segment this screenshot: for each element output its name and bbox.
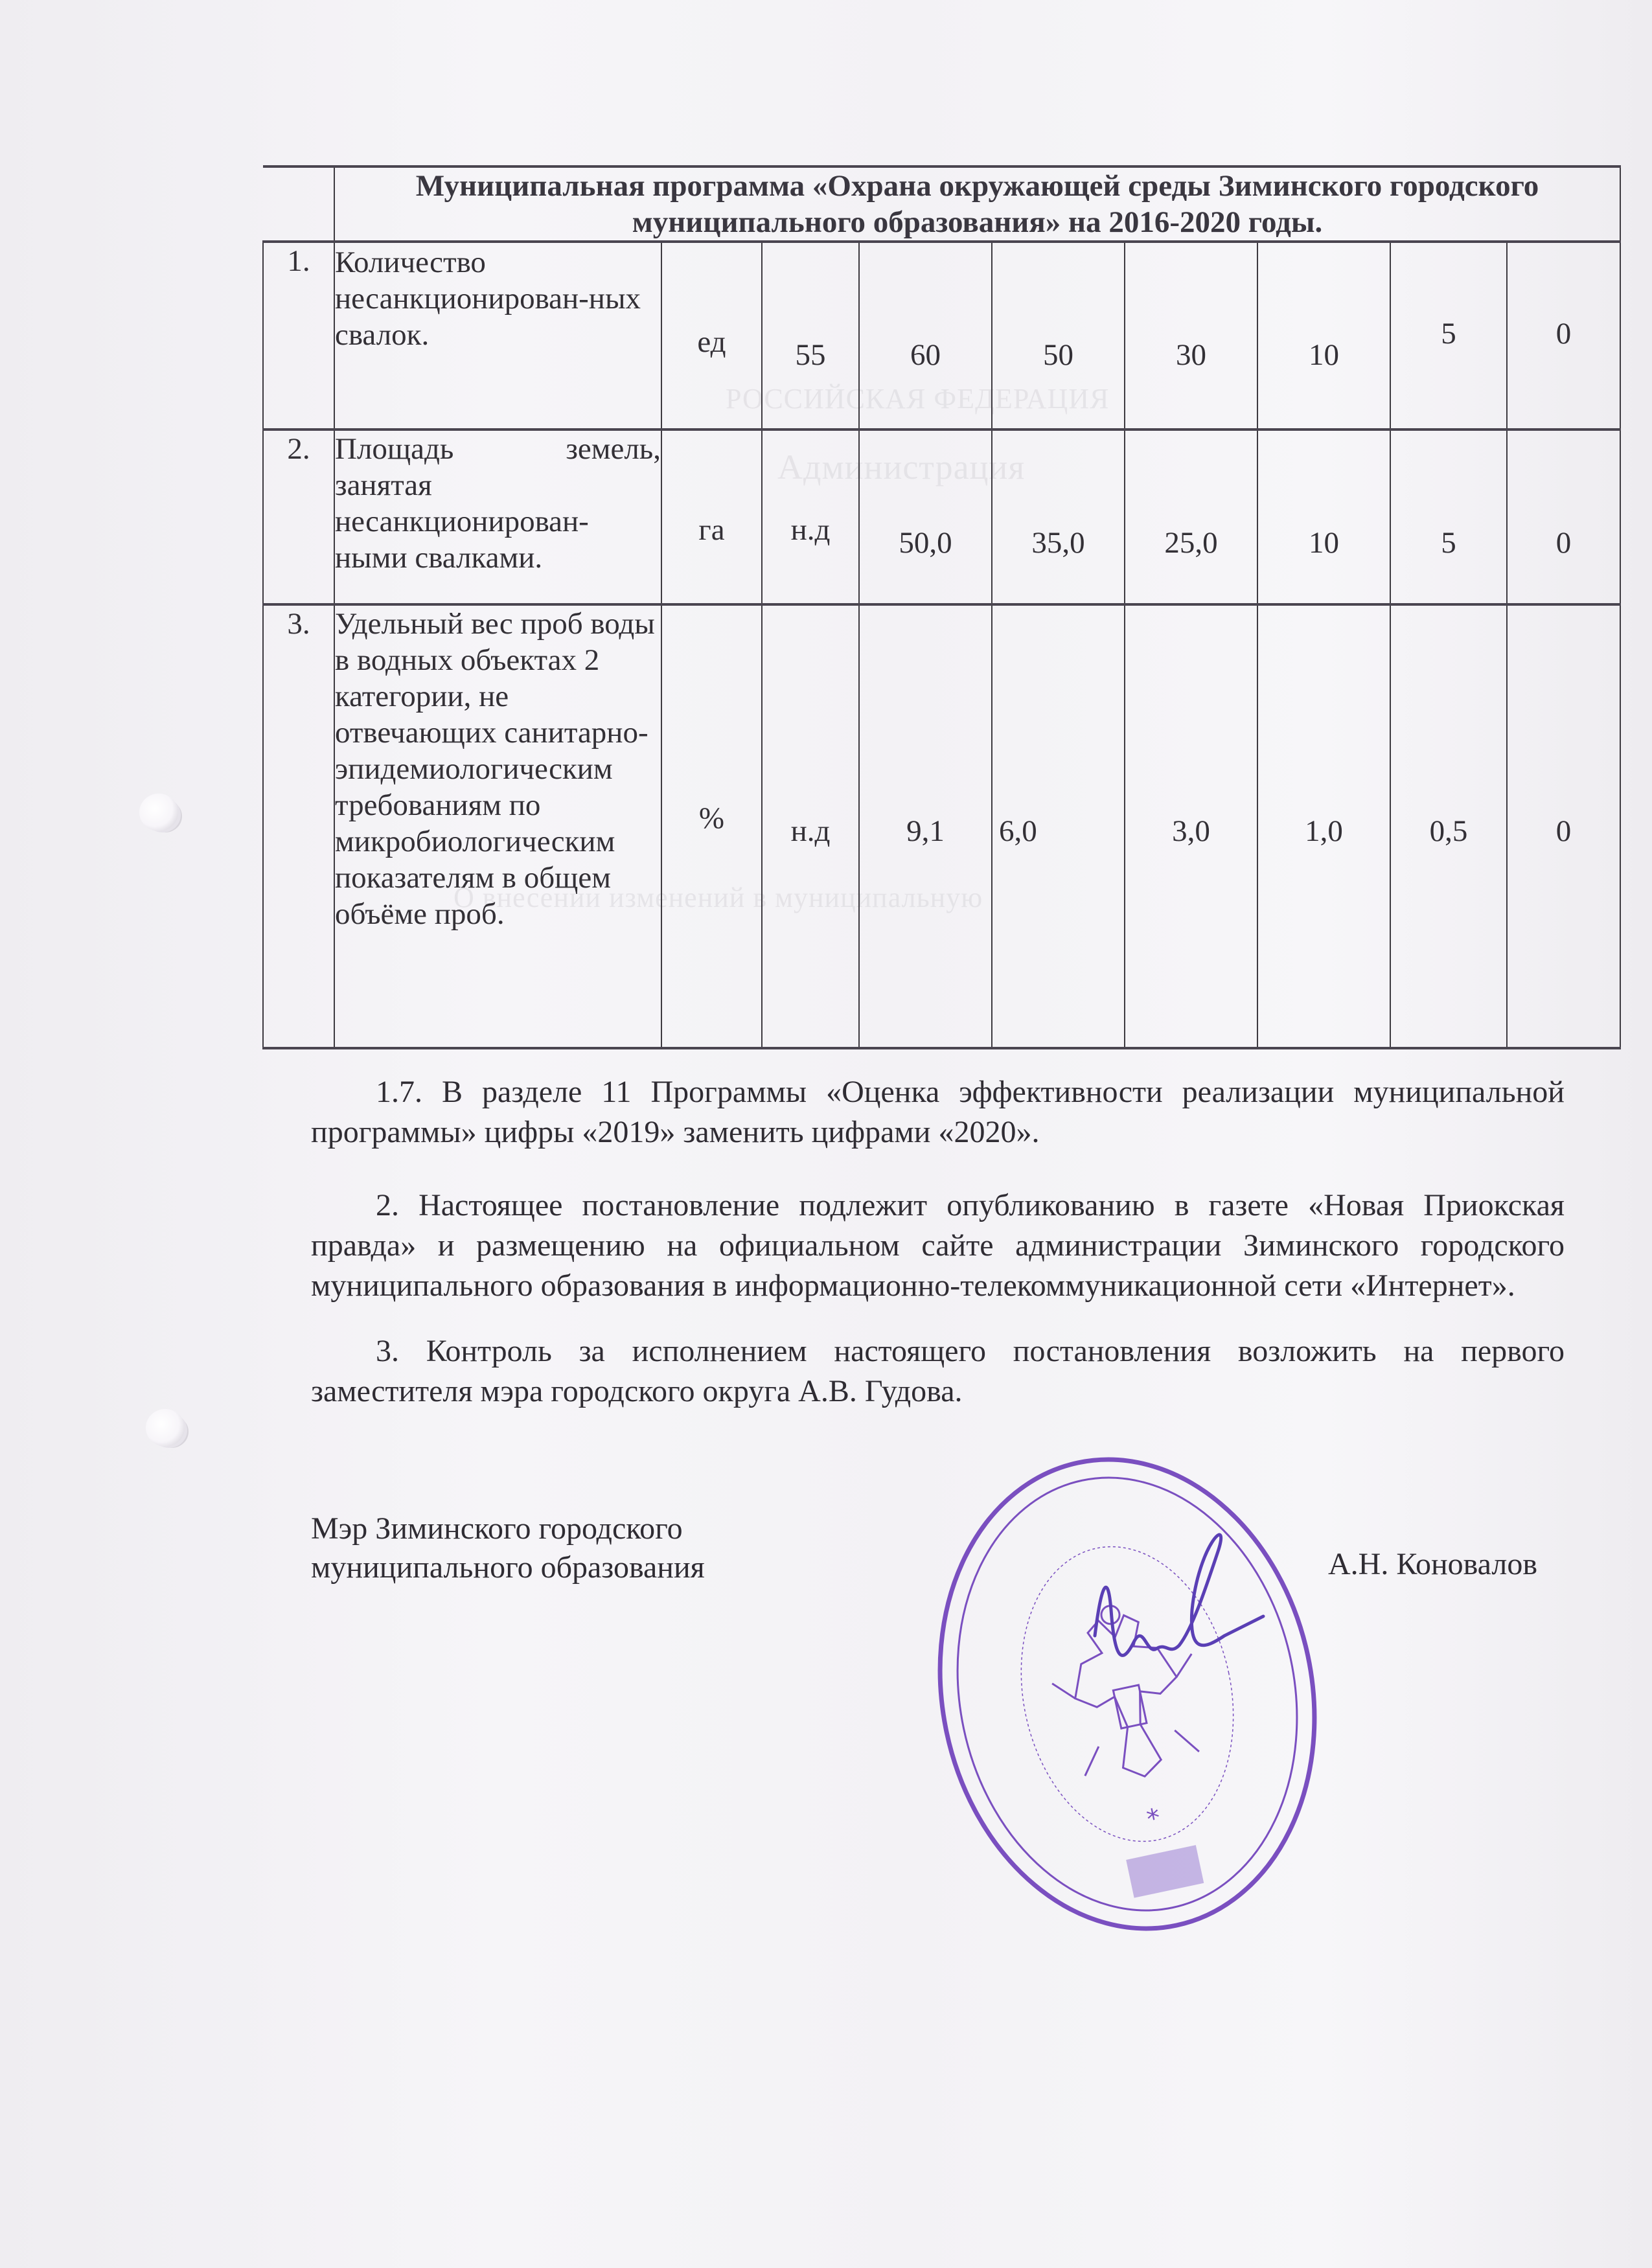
seal-star: * bbox=[1144, 1803, 1164, 1835]
unit-cell: га bbox=[661, 430, 762, 604]
program-title: Муниципальная программа «Охрана окружающей среды Зиминского городского муниципального образования» на 2016-2020 годы. bbox=[334, 166, 1620, 242]
value-cell: 10 bbox=[1257, 242, 1390, 430]
value-cell: 60 bbox=[859, 242, 992, 430]
value-cell: 0 bbox=[1507, 430, 1620, 604]
row-number: 2. bbox=[263, 430, 334, 604]
punch-hole-top bbox=[139, 794, 178, 831]
paragraph-text: 2. Настоящее постановление подлежит опубликованию в газете «Новая Приокская правда» и размещению на официальном сайте администрации Зиминского городского муниципального образования в информационно-телекоммуникационной сети «Интернет». bbox=[311, 1188, 1565, 1303]
position-line: Мэр Зиминского городского bbox=[311, 1511, 683, 1546]
indicator-name: Количество несанкционирован-ных свалок. bbox=[334, 242, 661, 430]
paragraph-2 bbox=[311, 1186, 1565, 1306]
paragraph-3 bbox=[311, 1331, 1565, 1412]
row-number: 1. bbox=[263, 242, 334, 430]
value-cell: 50 bbox=[992, 242, 1125, 430]
official-seal-stamp bbox=[926, 1441, 1328, 1947]
value-cell: 55 bbox=[762, 242, 859, 430]
signatory-position bbox=[311, 1509, 705, 1587]
indicator-name: Площадь земель, занятая несанкционирован-ными свалками. bbox=[334, 430, 661, 604]
value-cell: 1,0 bbox=[1257, 604, 1390, 1048]
blank-cell bbox=[263, 166, 334, 242]
double-headed-eagle-icon bbox=[1039, 1591, 1215, 1791]
seal-inn-ring bbox=[995, 1527, 1260, 1861]
punch-hole-bottom bbox=[146, 1409, 185, 1447]
value-cell: 0 bbox=[1507, 242, 1620, 430]
value-cell: 0 bbox=[1507, 604, 1620, 1048]
value-cell: 25,0 bbox=[1125, 430, 1257, 604]
value-cell: 35,0 bbox=[992, 430, 1125, 604]
seal-outer-ring bbox=[926, 1441, 1328, 1947]
paragraph-1-7 bbox=[311, 1072, 1565, 1152]
value-cell: 0,5 bbox=[1390, 604, 1507, 1048]
value-cell: 30 bbox=[1125, 242, 1257, 430]
paragraph-text: 1.7. В разделе 11 Программы «Оценка эффективности реализации муниципальной программы» цифры «2019» заменить цифрами «2020». bbox=[311, 1075, 1565, 1149]
signatory-name: А.Н. Коновалов bbox=[1328, 1547, 1538, 1581]
unit-cell: ед bbox=[661, 242, 762, 430]
value-cell: 6,0 bbox=[992, 604, 1125, 1048]
table-row bbox=[263, 242, 1620, 430]
row-number: 3. bbox=[263, 604, 334, 1048]
value-cell: 9,1 bbox=[859, 604, 992, 1048]
table-row bbox=[263, 430, 1620, 604]
program-header-row bbox=[263, 166, 1620, 242]
value-cell: 5 bbox=[1390, 242, 1507, 430]
indicator-name: Удельный вес проб воды в водных объектах 2 категории, не отвечающих санитарно-эпидемиологическим требованиям по микробиологическим показателям в общем объёме проб. bbox=[334, 604, 661, 1048]
value-cell: н.д bbox=[762, 604, 859, 1048]
seal-blot bbox=[1126, 1845, 1204, 1898]
value-cell: 50,0 bbox=[859, 430, 992, 604]
indicators-table bbox=[262, 165, 1621, 1049]
value-cell: 5 bbox=[1390, 430, 1507, 604]
bleed-through-text: О внесении изменений в муниципальную bbox=[453, 882, 983, 913]
bleed-through-text: РОССИЙСКАЯ ФЕДЕРАЦИЯ bbox=[726, 383, 1110, 415]
position-line: муниципального образования bbox=[311, 1550, 705, 1585]
bleed-through-text: Администрация bbox=[777, 448, 1026, 487]
value-cell: 10 bbox=[1257, 430, 1390, 604]
value-cell: н.д bbox=[762, 430, 859, 604]
paragraph-text: 3. Контроль за исполнением настоящего постановления возложить на первого заместителя мэра городского округа А.В. Гудова. bbox=[311, 1334, 1565, 1408]
table-row bbox=[263, 604, 1620, 1048]
value-cell: 3,0 bbox=[1125, 604, 1257, 1048]
handwritten-signature bbox=[1095, 1535, 1263, 1655]
unit-cell: % bbox=[661, 604, 762, 1048]
